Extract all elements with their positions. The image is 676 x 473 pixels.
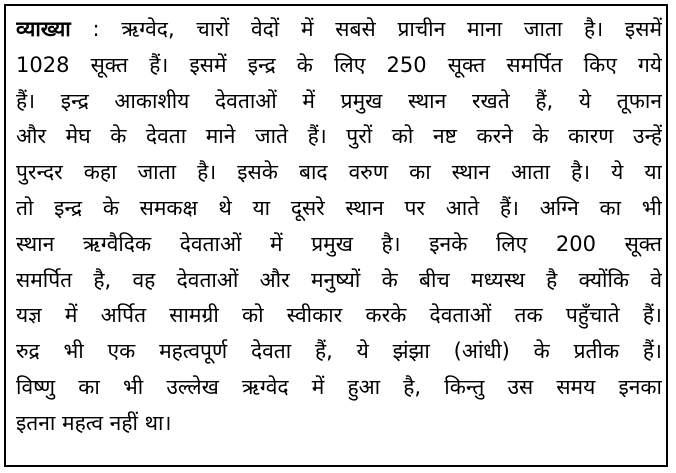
- passage-line-4: और मेघ के देवता माने जाते हैं। पुरों को नष्ट करने के कारण उन्हें: [16, 124, 662, 149]
- passage-line-2: 1028 सूक्त हैं। इसमें इन्द्र के लिए 250 सूक्त समर्पित किए गये: [16, 52, 662, 77]
- passage-line-7: स्थान ऋग्वैदिक देवताओं में प्रमुख है। इनके लिए 200 सूक्त: [16, 231, 662, 256]
- passage-box: [4, 4, 668, 467]
- passage-line-8: समर्पित है, वह देवताओं और मनुष्यों के बीच मध्यस्थ है क्योंकि वे: [16, 267, 662, 292]
- passage-line-10: रुद्र भी एक महत्वपूर्ण देवता हैं, ये झंझा (आंधी) के प्रतीक हैं।: [16, 339, 662, 364]
- passage-line-11: विष्णु का भी उल्लेख ऋग्वेद में हुआ है, किन्तु उस समय इनका: [16, 374, 662, 399]
- passage-line-6: तो इन्द्र के समकक्ष थे या दूसरे स्थान पर आते हैं। अग्नि का भी: [16, 195, 662, 220]
- passage-line-5: पुरन्दर कहा जाता है। इसके बाद वरुण का स्थान आता है। ये या: [16, 160, 662, 185]
- passage-line-9: यज्ञ में अर्पित सामग्री को स्वीकार करके देवताओं तक पहुँचाते हैं।: [16, 303, 662, 328]
- passage-line-12: इतना महत्व नहीं था।: [16, 410, 172, 435]
- passage-line-1-text: : ऋग्वेद, चारों वेदों में सबसे प्राचीन माना जाता है। इसमें: [70, 17, 662, 41]
- passage-line-1: [16, 12, 662, 48]
- passage-line-3: हैं। इन्द्र आकाशीय देवताओं में प्रमुख स्थान रखते हैं, ये तूफान: [16, 88, 662, 113]
- passage-text: [16, 12, 662, 442]
- passage-heading: व्याख्या: [16, 17, 71, 41]
